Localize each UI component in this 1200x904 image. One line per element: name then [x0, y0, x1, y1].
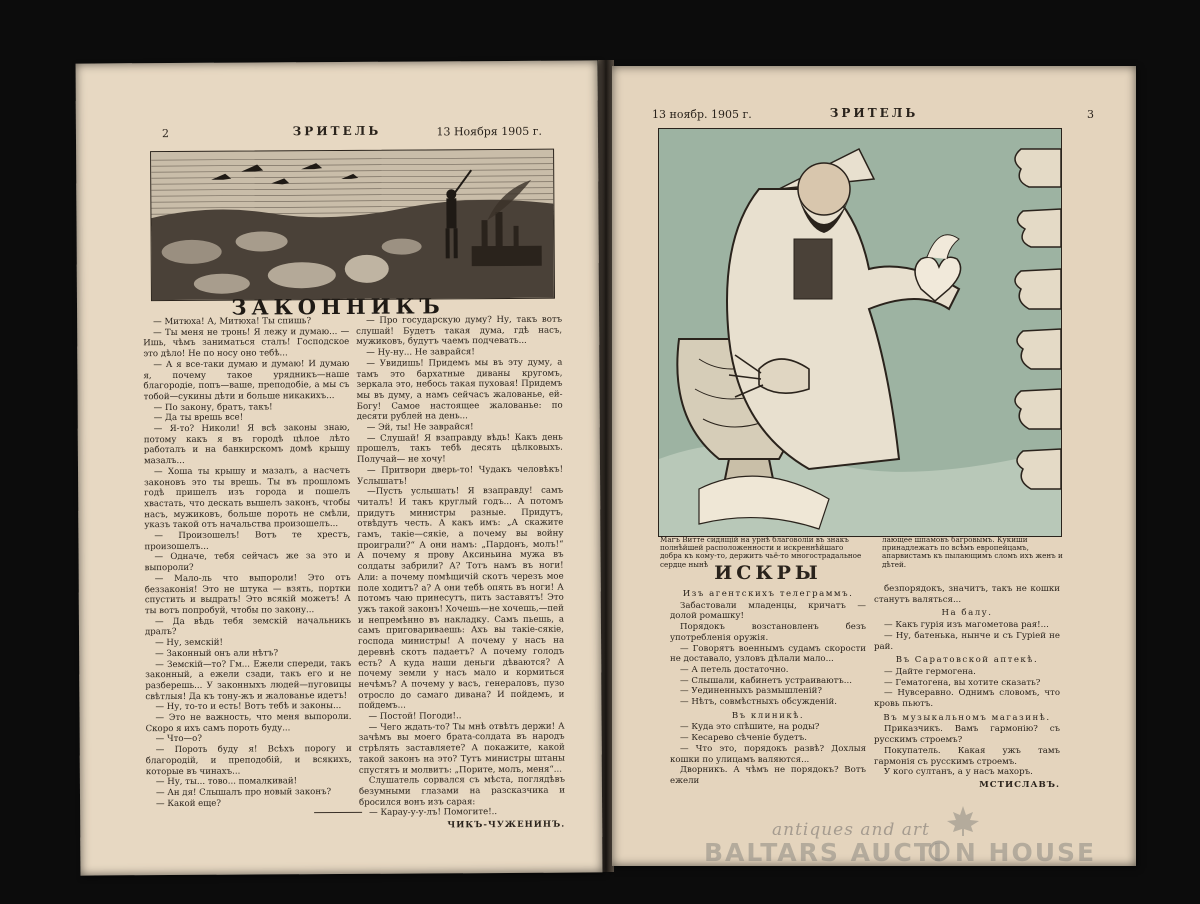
paragraph: — Дайте гермогена.	[884, 666, 976, 677]
iskry-column-2	[874, 584, 1060, 791]
section-heading: Изъ агентскихъ телеграммъ.	[682, 589, 854, 599]
paragraph: — Караy-у-у-лъ! Помогите!..	[369, 807, 498, 819]
paragraph: — Что это, порядокъ развѣ? Дохлыя кошки по улицамъ валяются...	[670, 743, 866, 765]
paragraph: — Какой еще?	[156, 798, 221, 809]
paragraph: —Пусть услышать! Я взаправду! самъ читалъ! И такъ круглый годъ... А потомъ придутъ министры разные. Придутъ, отвѣдутъ честь. А какъ имъ: „А скажите гамъ, такіе—сякіе, а почему вы войну проиграли?“ А они намъ: „Пардонъ, молъ!“ А почему я прову Аксиньина мужа въ солдаты забрили? А? Тотъ намъ въ ноги! Али: а почему помѣщичій скотъ черезъ мое поле ходитъ? а? А они тебѣ опять въ ноги! А потомъ чаю принесутъ, пить заставятъ! Это ужъ такой законъ! Хочешь—не хочешь,—пей и непремѣнно въ накладку. Самъ пьешь, а самъ приговариваешь: Ахъ вы такіе-сякіе, господа министры! А почему у насъ на деревнѣ скотъ падаетъ? А почему голодъ есть? А куда наши деньги дѣваются? А почему земли у насъ мало и кормиться нечѣмъ? А почему у васъ, генераловъ, пузо отросло до самаго дивана? И пойдемъ, и пойдемъ...	[357, 485, 565, 712]
section-heading: На балу.	[941, 608, 993, 619]
paragraph: — Произошелъ! Вотъ те хрестъ, произошелъ...	[144, 529, 351, 552]
landscape-illustration	[150, 149, 555, 301]
landscape-engraving-svg	[151, 150, 554, 300]
paragraph: — Чего ждать-то? Ты мнѣ отвѣтъ держи! А зачѣмъ вы моего брата-солдата въ народъ стрѣлять заставляете? А покажите, какой такой законъ на это? Тутъ министры штаны спустятъ и молвитъ: „Порите, молъ, меня“...	[358, 721, 565, 776]
masthead: ЗРИТЕЛЬ	[829, 106, 919, 120]
article-column-2	[356, 315, 565, 832]
paragraph: — А петель достаточно.	[680, 664, 789, 675]
paragraph: — Кесарево сѣченіе будетъ.	[680, 733, 807, 744]
masthead: ЗРИТЕЛЬ	[292, 123, 382, 139]
paragraph: — Я-то? Николи! Я всѣ законы знаю, потому какъ я въ городѣ цѣлое лѣто работалъ и на банкирскомъ домѣ крышу мазалъ...	[143, 422, 350, 467]
paragraph: — Нувсеравно. Однимъ словомъ, что кровь пьютъ.	[874, 688, 1060, 710]
left-page-header	[76, 122, 598, 145]
issue-date: 13 Ноября 1905 г.	[436, 124, 542, 139]
illustration-caption-right: лающее шпамовъ багровымъ. Кукиши принадлежатъ по всѣмъ европейцамъ, апарвистамъ къ пылающимъ сломъ ихъ женъ и дѣтей.	[882, 535, 1063, 569]
paragraph: безпорядокъ, значитъ, такъ не кошки станутъ валяться...	[874, 584, 1060, 605]
paragraph: — Притвори дверь-то! Чудакъ человѣкъ! Услышатъ!	[357, 464, 564, 487]
paragraph: — Одначе, тебя сейчасъ же за это и выпороли?	[144, 551, 351, 574]
right-page-header	[612, 106, 1136, 126]
paragraph: — Митюха! А, Митюха! Ты спишь?	[153, 316, 312, 328]
paragraph: — Да вѣдь тебя земскій начальникъ дралъ?	[144, 615, 351, 638]
section-title: ИСКРЫ	[714, 562, 822, 584]
paragraph: Приказчикъ. Вамъ гармонію? съ русскимъ строемъ?	[874, 724, 1060, 746]
section-heading: Въ музыкальномъ магазинѣ.	[883, 712, 1051, 723]
paragraph: — Законный онъ али нѣтъ?	[155, 648, 279, 659]
maple-leaf-icon	[947, 806, 979, 836]
end-rule	[314, 812, 362, 813]
paragraph: — По закону, братъ, такъ!	[153, 402, 273, 413]
paragraph: — Ну, ты... тово... помалкивай!	[155, 776, 298, 788]
paragraph: — Какъ гурія изъ магометова рая!...	[884, 620, 1049, 631]
paragraph: — Земскій—то? Гм... Ежели спереди, такъ законный, а ежели сзади, такъ его и не разберешь... У законныхъ людей—пуговицы свѣтлыя! Да къ тону-жъ и жалованье идетъ!	[145, 658, 352, 702]
paragraph: — Что—о?	[155, 734, 202, 745]
watermark-tagline: antiques and art	[772, 820, 930, 840]
watermark-auction-house: BALTARS AUCTI N HOUSE	[704, 838, 1097, 867]
watermark-circle-icon	[927, 839, 951, 863]
author-signature: МСТИСЛАВЪ.	[979, 779, 1060, 790]
author-signature: ЧИКЪ-ЧУЖЕНИНЪ.	[447, 819, 566, 831]
paragraph: — Слышали, кабинетъ устраиваютъ...	[680, 675, 852, 686]
paragraph: — Ну-ну... Не заврайся!	[366, 347, 475, 358]
paragraph: — Уединенныхъ размышленій?	[680, 686, 822, 697]
paragraph: — Слушай! Я взаправду вѣдь! Какъ день прошелъ, такъ тебѣ десять цѣлковыхъ. Получай— не хочу!	[356, 432, 563, 466]
paragraph: — Ну, земскій!	[155, 637, 224, 649]
paragraph: — Пороть буду я! Всѣхъ порогу и благородій, и преподобій, и всякихъ, которые въ чинахъ...	[145, 744, 352, 777]
article-column-1	[143, 316, 352, 810]
section-heading: Въ клиникѣ.	[731, 710, 805, 721]
paragraph: — Хоша ты крышу и мазалъ, а насчетъ законовъ это ты врешь. Ты въ прошломъ годѣ пришелъ изъ города и пошелъ хвастать, что дескать вышелъ законъ, чтобы насъ, мужиковъ, больше пороть не смѣли, указъ такой отъ начальства произошелъ...	[144, 465, 351, 531]
iskry-column-1	[670, 586, 866, 787]
caricature-svg	[659, 129, 1061, 536]
paragraph: — Постой! Погоди!..	[368, 711, 462, 722]
paragraph: Дворникъ. А чѣмъ не порядокъ? Вотъ ежели	[670, 765, 866, 786]
page-number: 3	[1087, 108, 1094, 121]
illustration-caption-left: Магъ Витте сидящій на урнѣ благоволіи въ знакъ полнѣйшей расположенности и искреннѣйшаго добра къ кому-то, держитъ чьё-то многострадальное сердце нынѣ	[660, 535, 862, 569]
paragraph: — Куда это спѣшите, на роды?	[680, 722, 820, 733]
paragraph: — Ты меня не тронь! Я лежу и думаю... — Ишь, чѣмъ заниматься сталъ! Господское это дѣло! Не по носу оно тебѣ...	[143, 326, 350, 360]
paragraph: — Мало-ль что выпороли! Это отъ беззаконія! Это не штука — взять, портки спустить и выдрать! Это всякій можетъ! А ты вотъ попробуй, чтобы по закону...	[144, 572, 351, 617]
paragraph: Покупатель. Какая ужъ тамъ гармонія съ русскимъ строемъ.	[874, 745, 1060, 767]
paragraph: — Гематогена, вы хотите сказать?	[884, 677, 1041, 688]
paragraph: — Ан дя! Слышалъ про новый законъ?	[155, 786, 332, 799]
paragraph: — Говорятъ военнымъ судамъ скорости не доставало, узловъ дѣлали мало...	[670, 643, 866, 665]
paragraph: — Ну, то-то и есть! Вотъ тебѣ и законы...	[155, 701, 342, 713]
paragraph: — А я все-таки думаю и думаю! И думаю я, почему такое урядникъ—наше благородіе, попъ—ваше, преподобіе, а мы съ тобой—сукины дѣти и больше никакихъ...	[143, 358, 350, 403]
paragraph: У кого султанъ, а у насъ махоръ.	[884, 767, 1033, 778]
paragraph: — Ну, батенька, нынче и съ Гуріей не рай.	[874, 630, 1060, 652]
issue-date: 13 ноябр. 1905 г.	[652, 108, 752, 121]
right-page	[612, 66, 1136, 866]
caricature-illustration	[658, 128, 1062, 537]
page-number: 2	[161, 127, 169, 141]
paragraph: Порядокъ возстановленъ безъ употребленія оружія.	[670, 622, 866, 643]
paragraph: Забастовали младенцы, кричатъ — долой ромашку!	[670, 600, 866, 622]
article-title: ЗАКОННИКЪ	[231, 293, 445, 320]
paragraph: — Да ты врешь все!	[153, 412, 244, 424]
paragraph: — Нѣтъ, совмѣстныхъ обсужденій.	[680, 697, 837, 708]
paragraph: — Эй, ты! Не заврайся!	[366, 422, 474, 433]
paragraph: — Это не важность, что меня выпороли. Скоро я ихъ самъ пороть буду...	[145, 711, 352, 734]
paragraph: — Про государскую думу? Ну, такъ вотъ слушай! Будетъ такая дума, гдѣ насъ, мужиковъ, будутъ чаемъ подчевать...	[356, 314, 563, 348]
section-heading: Въ Саратовской аптекѣ.	[895, 655, 1039, 666]
paragraph: — Увидишь! Придемъ мы въ эту думу, а тамъ это бархатные диваны кругомъ, зеркала это, небось такая пуховая! Придемъ мы въ думу, а намъ сейчасъ жалованье, ей-Богу! Самое настоящее жалованье: по десяти рублей на день...	[356, 357, 563, 423]
left-page	[76, 60, 603, 875]
paragraph: Слушатель сорвался съ мѣста, поглядѣвъ безумными глазами на разсказчика и бросился вонъ изъ сарая:	[358, 774, 566, 808]
